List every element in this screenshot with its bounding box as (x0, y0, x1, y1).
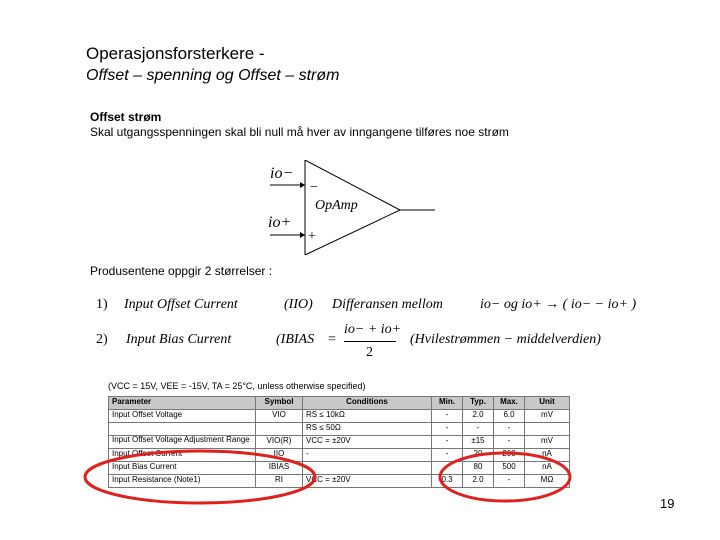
note-text: Produsentene oppgir 2 størrelser : (90, 264, 273, 278)
table-header: Max. (494, 397, 525, 410)
slide-title: Operasjonsforsterkere - (86, 44, 265, 63)
formula-2-numerator: io− + io+ (344, 322, 402, 337)
table-cell: RS ≤ 10kΩ (303, 410, 432, 423)
table-cell: VCC = ±20V (303, 475, 432, 488)
table-cell: VCC = ±20V (303, 436, 432, 449)
table-header: Symbol (256, 397, 303, 410)
table-cell: MΩ (525, 475, 570, 488)
highlight-ellipse-parameters (85, 451, 315, 503)
table-cell: mV (525, 436, 570, 449)
table-cell: - (432, 423, 463, 436)
table-cell: 500 (494, 462, 525, 475)
table-cell: IIO (256, 449, 303, 462)
table-cell: mV (525, 410, 570, 423)
table-cell: - (494, 436, 525, 449)
table-cell: VIO(R) (256, 436, 303, 449)
section-text: Skal utgangsspenningen skal bli null må hver av inngangene tilføres noe strøm (90, 125, 509, 139)
table-cell: - (303, 462, 432, 475)
formula-1-name: Input Offset Current (124, 297, 238, 312)
table-header: Conditions (303, 397, 432, 410)
formula-2-num: 2) (96, 332, 108, 347)
table-cell: ±15 (463, 436, 494, 449)
table-header: Unit (525, 397, 570, 410)
formula-2-denominator: 2 (366, 345, 373, 360)
table-cell: - (432, 449, 463, 462)
table-cell: nA (525, 462, 570, 475)
table-cell: 200 (494, 449, 525, 462)
opamp-label: OpAmp (315, 198, 358, 213)
section-heading: Offset strøm (90, 110, 162, 124)
table-cell: RI (256, 475, 303, 488)
formula-1-expr: io− og io+ → ( io− − io+ ) (480, 297, 637, 312)
table-cell: - (432, 436, 463, 449)
page-number: 19 (660, 496, 675, 511)
table-cell: - (303, 449, 432, 462)
table-cell: Input Bias Current (109, 462, 256, 475)
formula-2-equals: = (328, 332, 336, 347)
table-cell: VIO (256, 410, 303, 423)
table-header: Parameter (109, 397, 256, 410)
table-cell: 80 (463, 462, 494, 475)
table-cell: IBIAS (256, 462, 303, 475)
datasheet-conditions: (VCC = 15V, VEE = -15V, TA = 25°C, unless otherwise specified) (108, 381, 366, 391)
table-cell: 20 (463, 449, 494, 462)
plus-sign: + (308, 229, 316, 244)
table-cell: nA (525, 449, 570, 462)
formula-2-desc: (Hvilestrømmen − middelverdien) (410, 332, 601, 347)
formula-1-desc: Differansen mellom (332, 297, 443, 312)
minus-sign: − (310, 180, 318, 195)
table-cell: 2.0 (463, 410, 494, 423)
table-cell: - (432, 462, 463, 475)
table-cell: - (494, 475, 525, 488)
table-cell: 6.0 (494, 410, 525, 423)
minus-current-label: io− (270, 165, 294, 182)
formula-2-symbol: (IBIAS (276, 332, 315, 347)
table-header: Min. (432, 397, 463, 410)
table-cell: 2.0 (463, 475, 494, 488)
slide-subtitle: Offset – spenning og Offset – strøm (86, 67, 340, 84)
plus-current-label: io+ (268, 214, 292, 231)
table-cell: 0.3 (432, 475, 463, 488)
table-cell: - (494, 423, 525, 436)
table-header: Typ. (463, 397, 494, 410)
formula-2-name: Input Bias Current (126, 332, 232, 347)
table-cell: Input Resistance (Note1) (109, 475, 256, 488)
table-cell: - (463, 423, 494, 436)
formula-1-num: 1) (96, 297, 108, 312)
highlight-ellipse-values (440, 453, 570, 501)
table-cell: Input Offset Voltage (109, 410, 256, 423)
table-cell: Input Offset Voltage Adjustment Range (109, 436, 256, 449)
formula-1-symbol: (IIO) (284, 297, 313, 312)
table-cell: - (432, 410, 463, 423)
table-cell: Input Offset Current (109, 449, 256, 462)
table-cell: RS ≤ 50Ω (303, 423, 432, 436)
